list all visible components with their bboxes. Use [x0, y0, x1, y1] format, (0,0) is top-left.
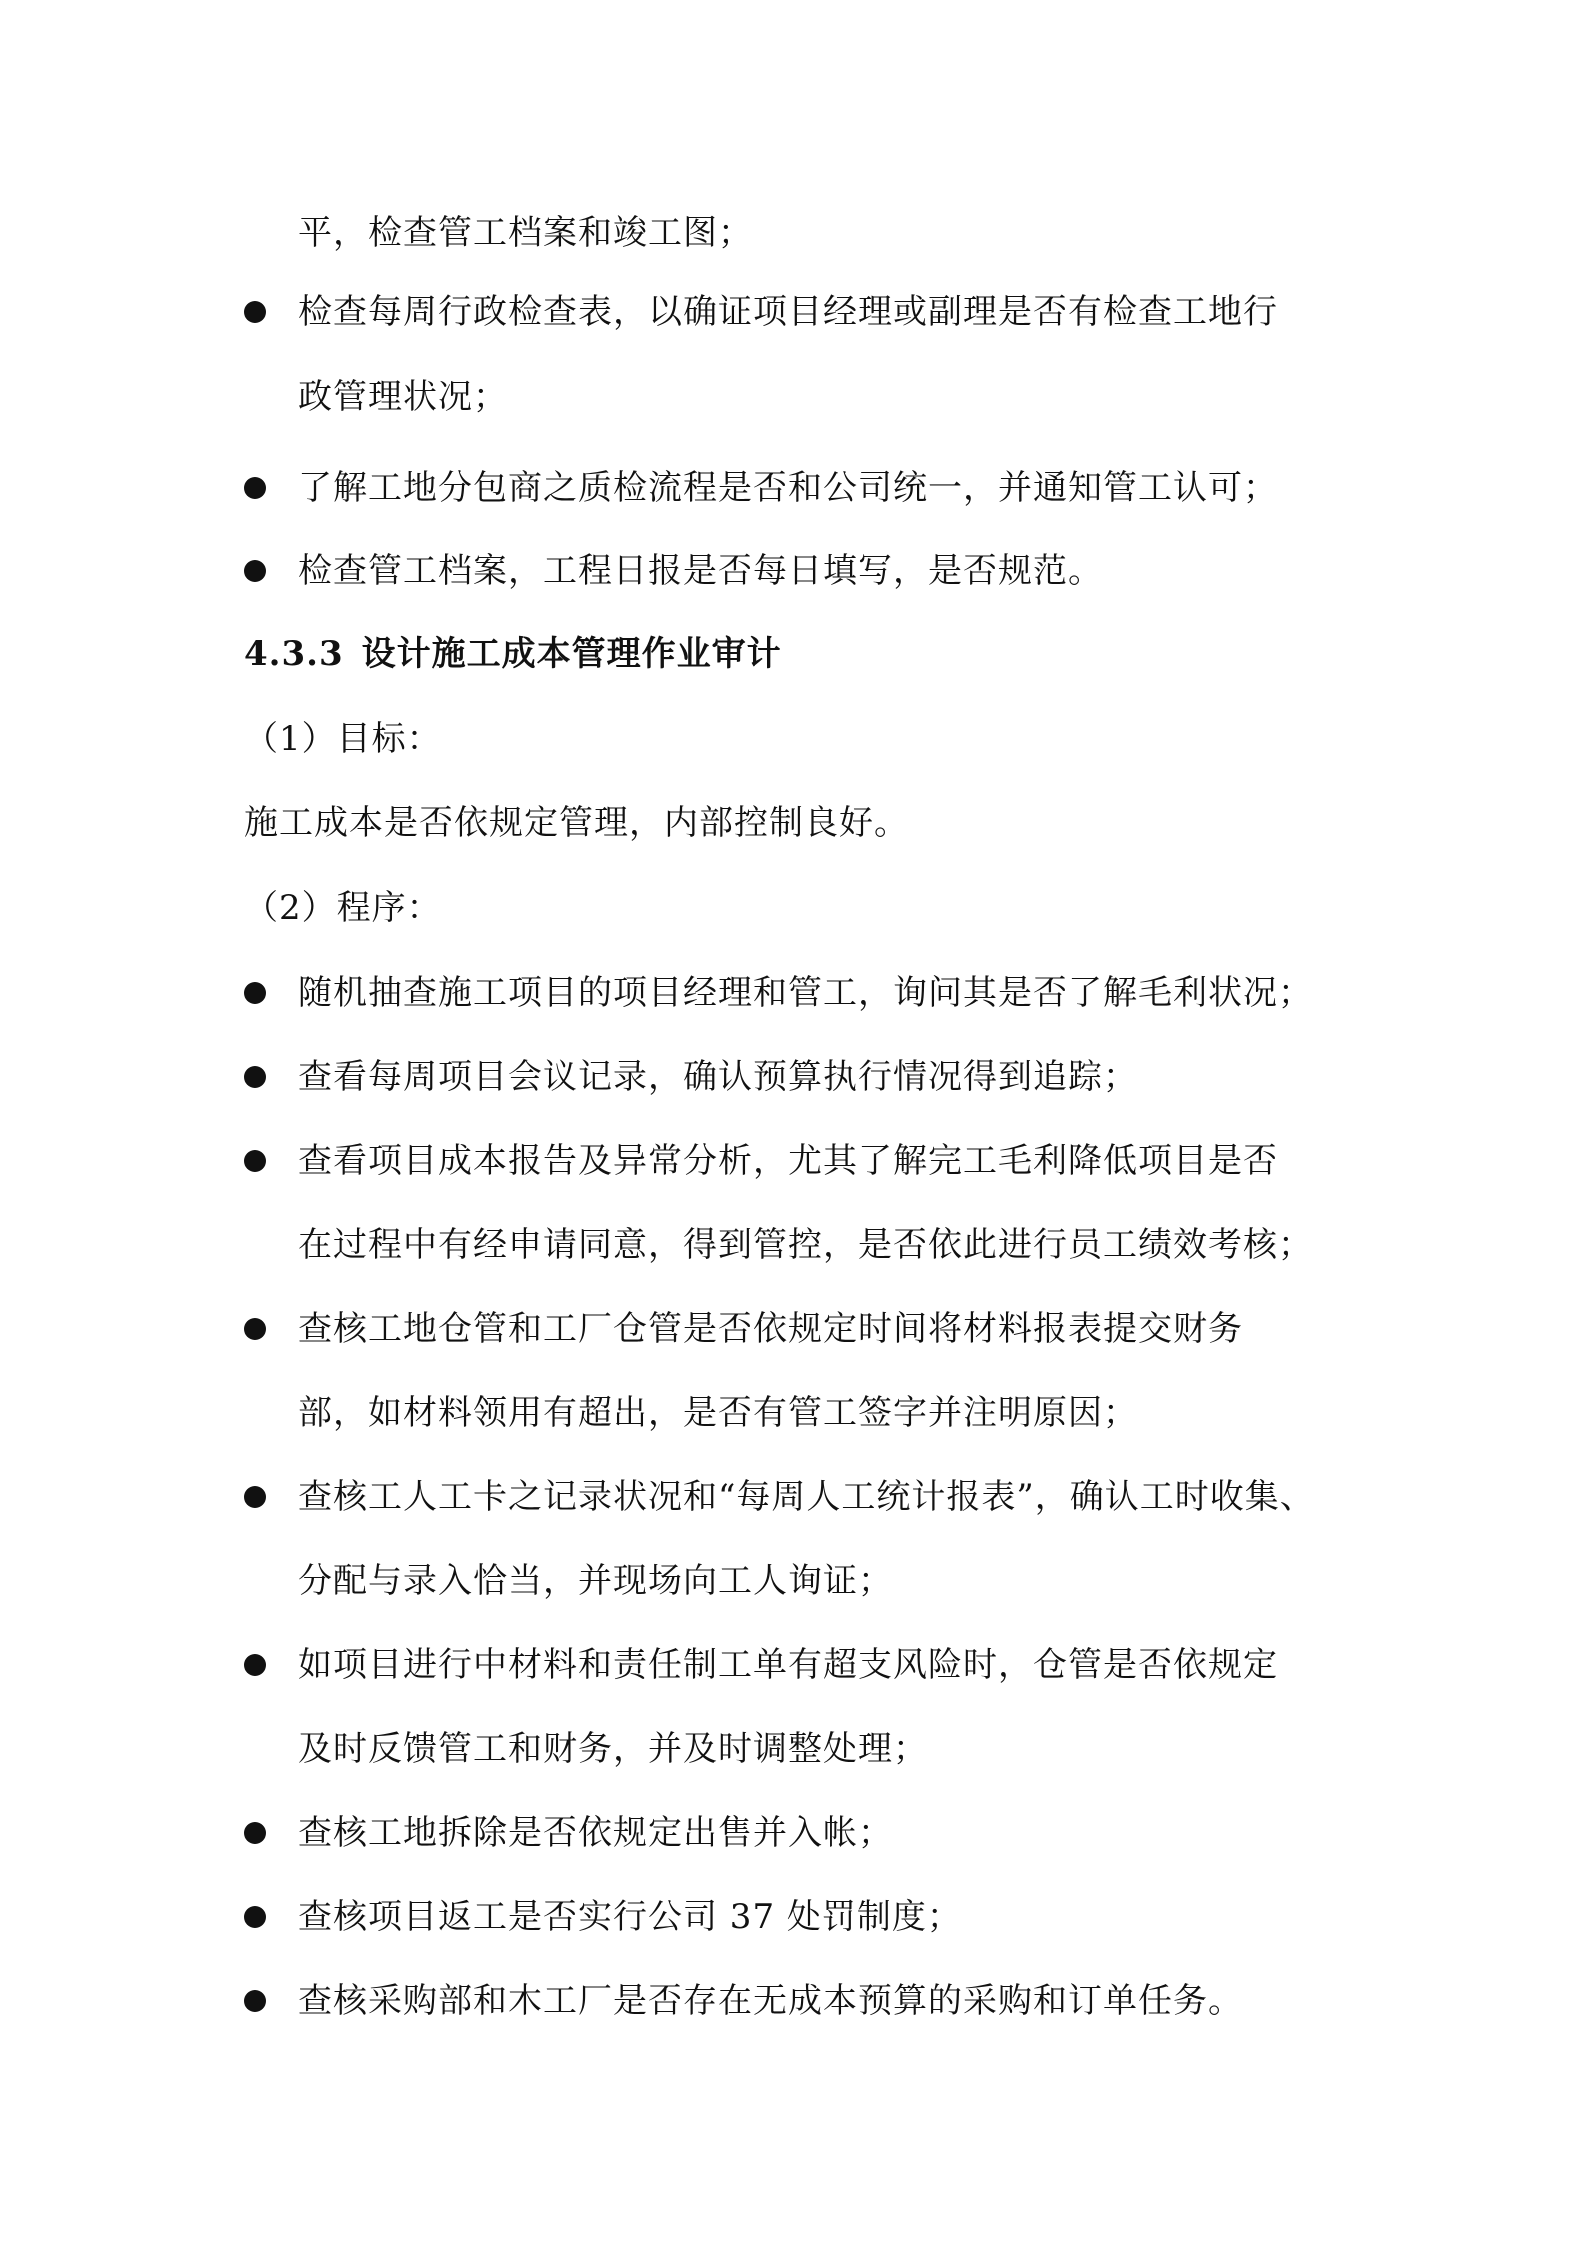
bullet-icon	[244, 1486, 266, 1508]
continuation-line: 平，检查管工档案和竣工图；	[298, 213, 753, 253]
procedure-item: 查核采购部和木工厂是否存在无成本预算的采购和订单任务。	[298, 1981, 1243, 2021]
section-number: 4.3.3	[244, 634, 344, 674]
procedure-item: 查看每周项目会议记录，确认预算执行情况得到追踪；	[298, 1057, 1138, 1097]
bullet-icon	[244, 1822, 266, 1844]
bullet-icon	[244, 1654, 266, 1676]
bullet-item-continuation: 政管理状况；	[298, 377, 508, 417]
procedure-item: 查核项目返工是否实行公司 37 处罚制度；	[298, 1897, 962, 1937]
procedure-label: （2）程序：	[244, 888, 442, 928]
bullet-icon	[244, 477, 266, 499]
procedure-item-continuation: 及时反馈管工和财务，并及时调整处理；	[298, 1729, 928, 1769]
procedure-item: 如项目进行中材料和责任制工单有超支风险时，仓管是否依规定	[298, 1645, 1278, 1685]
procedure-item: 查核工地仓管和工厂仓管是否依规定时间将材料报表提交财务	[298, 1309, 1243, 1349]
bullet-icon	[244, 301, 266, 323]
bullet-item-text: 检查每周行政检查表，以确证项目经理或副理是否有检查工地行	[298, 292, 1278, 332]
bullet-icon	[244, 560, 266, 582]
bullet-item-text: 检查管工档案，工程日报是否每日填写，是否规范。	[298, 551, 1103, 591]
section-heading	[244, 632, 782, 676]
procedure-item: 随机抽查施工项目的项目经理和管工，询问其是否了解毛利状况；	[298, 973, 1313, 1013]
goal-text: 施工成本是否依规定管理，内部控制良好。	[244, 803, 909, 843]
goal-label: （1）目标：	[244, 719, 442, 759]
procedure-item-continuation: 在过程中有经申请同意，得到管控，是否依此进行员工绩效考核；	[298, 1225, 1313, 1265]
bullet-icon	[244, 1066, 266, 1088]
bullet-icon	[244, 1150, 266, 1172]
procedure-item-continuation: 分配与录入恰当，并现场向工人询证；	[298, 1561, 893, 1601]
bullet-icon	[244, 1318, 266, 1340]
section-title: 设计施工成本管理作业审计	[361, 634, 782, 674]
bullet-icon	[244, 982, 266, 1004]
bullet-item-text: 了解工地分包商之质检流程是否和公司统一，并通知管工认可；	[298, 468, 1278, 508]
procedure-item-continuation: 部，如材料领用有超出，是否有管工签字并注明原因；	[298, 1393, 1138, 1433]
procedure-item: 查核工地拆除是否依规定出售并入帐；	[298, 1813, 893, 1853]
bullet-icon	[244, 1990, 266, 2012]
procedure-item: 查核工人工卡之记录状况和“每周人工统计报表”，确认工时收集、	[298, 1477, 1315, 1517]
procedure-item: 查看项目成本报告及异常分析，尤其了解完工毛利降低项目是否	[298, 1141, 1278, 1181]
bullet-icon	[244, 1906, 266, 1928]
